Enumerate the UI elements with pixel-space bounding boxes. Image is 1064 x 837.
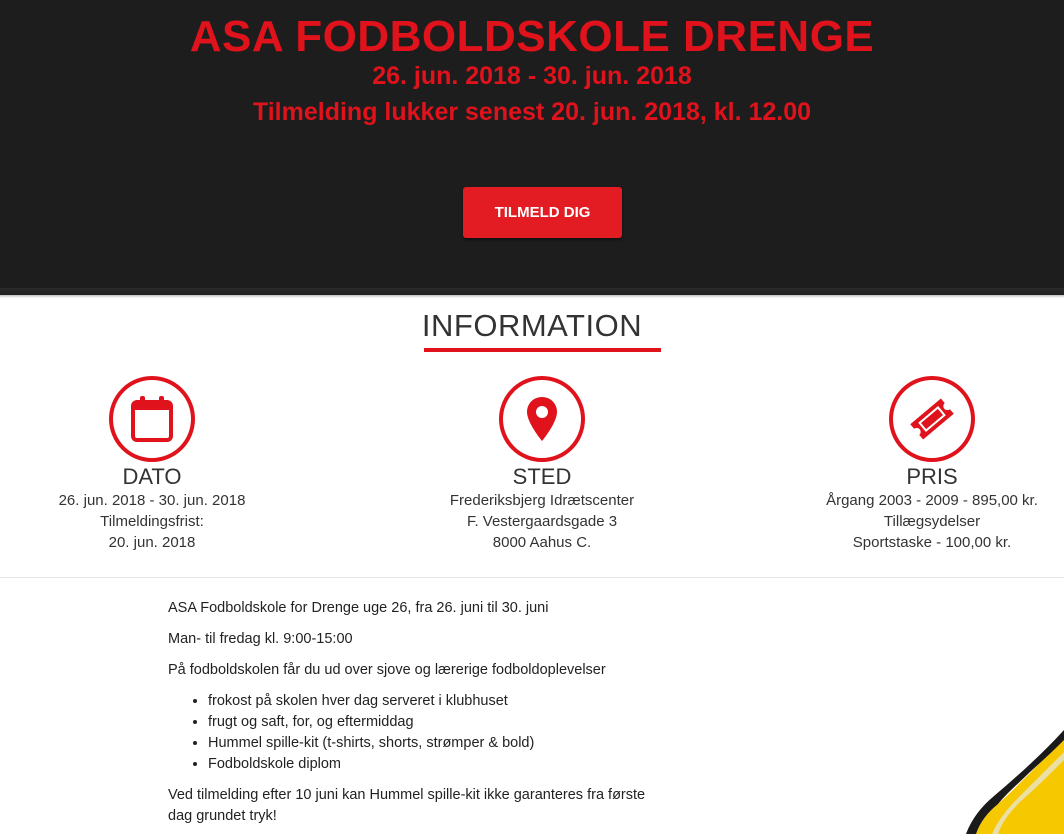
info-title-date: DATO — [122, 464, 182, 489]
info-column-price — [782, 376, 1064, 553]
hero-fade — [0, 288, 1064, 298]
info-column-date — [2, 376, 302, 553]
info-line: Årgang 2003 - 2009 - 895,00 kr. — [826, 492, 1038, 509]
signup-button[interactable]: TILMELD DIG — [463, 187, 622, 238]
info-heading-underline — [424, 348, 661, 352]
info-line: F. Vestergaardsgade 3 — [466, 513, 618, 530]
intro-text: ASA Fodboldskole for Drenge uge 26, fra 26. juni til 30. juni — [168, 600, 549, 616]
section-divider — [0, 577, 1064, 578]
info-title-price: PRIS — [906, 464, 958, 489]
hours-text: Man- til fredag kl. 9:00-15:00 — [168, 631, 353, 647]
info-line: Tilmeldingsfrist: — [100, 513, 204, 530]
benefits-list — [208, 691, 668, 775]
info-line: Frederiksbjerg Idrætscenter — [449, 492, 635, 509]
signup-deadline: Tilmelding lukker senest 20. jun. 2018, kl. 12.00 — [252, 98, 812, 126]
ticket-icon — [889, 376, 975, 462]
info-title-location: STED — [512, 464, 572, 489]
jersey-image — [880, 730, 1064, 834]
list-item: • frokost på skolen hver dag serveret i klubhuset — [208, 691, 668, 712]
note-text: Ved tilmelding efter 10 juni kan Hummel spille-kit ikke garanteres fra første dag grundet tryk! — [168, 787, 646, 824]
description — [168, 598, 668, 837]
info-line: Tillægsydelser — [883, 513, 981, 530]
list-item: • Hummel spille-kit (t-shirts, shorts, strømper & bold) — [208, 733, 668, 754]
map-pin-icon — [499, 376, 585, 462]
info-line: 20. jun. 2018 — [108, 534, 196, 551]
hero-banner — [0, 0, 1064, 295]
page-title: ASA FODBOLDSKOLE DRENGE — [189, 12, 875, 61]
info-heading: INFORMATION — [421, 308, 643, 343]
calendar-icon — [109, 376, 195, 462]
info-column-location — [392, 376, 692, 553]
list-item: • Fodboldskole diplom — [208, 754, 668, 775]
event-dates: 26. jun. 2018 - 30. jun. 2018 — [372, 62, 692, 90]
info-line: 8000 Aahus C. — [492, 534, 592, 551]
info-line: 26. jun. 2018 - 30. jun. 2018 — [58, 492, 246, 509]
info-line: Sportstaske - 100,00 kr. — [852, 534, 1012, 551]
lead-text: På fodboldskolen får du ud over sjove og lærerige fodboldoplevelser — [168, 662, 606, 678]
list-item: • frugt og saft, for, og eftermiddag — [208, 712, 668, 733]
